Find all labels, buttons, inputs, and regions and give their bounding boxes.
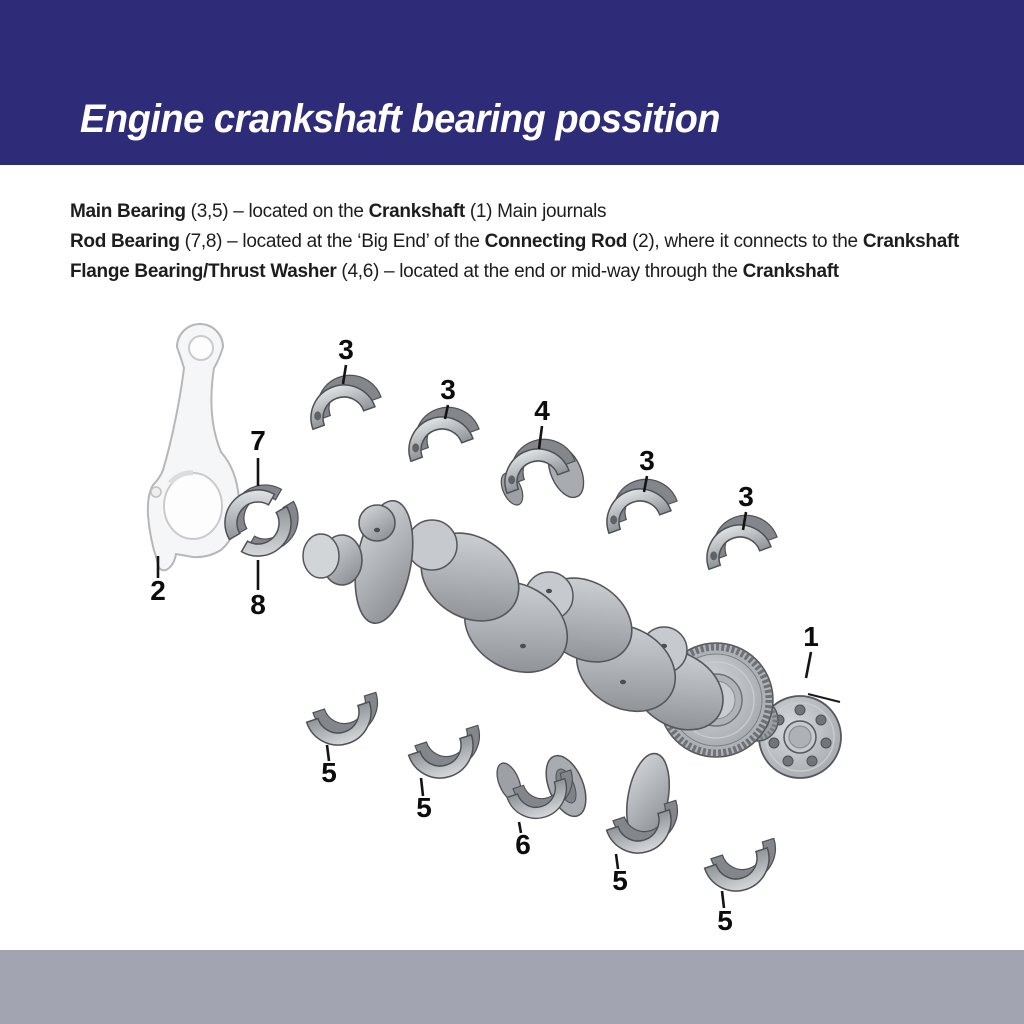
callout-7-label: 7 (250, 425, 266, 456)
callout-8-label: 8 (250, 589, 266, 620)
callout-6-label: 6 (515, 829, 531, 860)
callout-3-label: 3 (440, 374, 456, 405)
legend-line-rod-bearing: Rod Bearing (7,8) – located at the ‘Big End’ of the Connecting Rod (2), where it connects to the Crankshaft (70, 231, 960, 252)
callout-4-label: 4 (534, 395, 550, 426)
crankshaft-front-stub (303, 534, 362, 585)
main-bearing-lower-shell-4 (702, 838, 786, 899)
callout-3-label: 3 (639, 445, 655, 476)
callout-5-label: 5 (612, 865, 628, 896)
connecting-rod-illustration (148, 324, 239, 570)
main-bearing-upper-shell-1 (299, 366, 383, 429)
main-bearing-lower-shell-2 (406, 725, 490, 786)
main-bearing-lower-shell-1 (304, 692, 388, 753)
oil-hole-dot (520, 644, 526, 649)
oil-hole-dot (620, 680, 626, 685)
callout-3-label: 3 (738, 481, 754, 512)
flange-bearing-upper (493, 430, 590, 508)
callout-2-label: 2 (150, 575, 166, 606)
rod-bearing-lower-shell (242, 507, 292, 557)
legend-line-flange-bearing: Flange Bearing/Thrust Washer (4,6) – located at the end or mid-way through the Crankshaft (70, 261, 839, 282)
callout-5-label: 5 (416, 792, 432, 823)
callout-1-label: 1 (803, 621, 819, 652)
legend-line-main-bearing: Main Bearing (3,5) – located on the Crankshaft (1) Main journals (70, 201, 607, 222)
callout-5-label: 5 (717, 905, 733, 936)
callout-3-label: 3 (338, 334, 354, 365)
page-title: Engine crankshaft bearing possition (80, 97, 721, 141)
title-banner (0, 0, 1024, 165)
main-bearing-upper-shell-2 (397, 398, 481, 461)
rod-bolt-hole (151, 487, 161, 497)
main-bearing-upper-shell-3 (595, 470, 679, 533)
main-bearing-upper-shell-4 (695, 506, 779, 569)
bearing-legend (70, 197, 1010, 287)
footer-band (0, 950, 1024, 1024)
small-end-bore (189, 336, 213, 360)
thrust-washer-lower (492, 750, 594, 826)
callout-5-label: 5 (321, 757, 337, 788)
crankshaft-journal (407, 520, 457, 570)
